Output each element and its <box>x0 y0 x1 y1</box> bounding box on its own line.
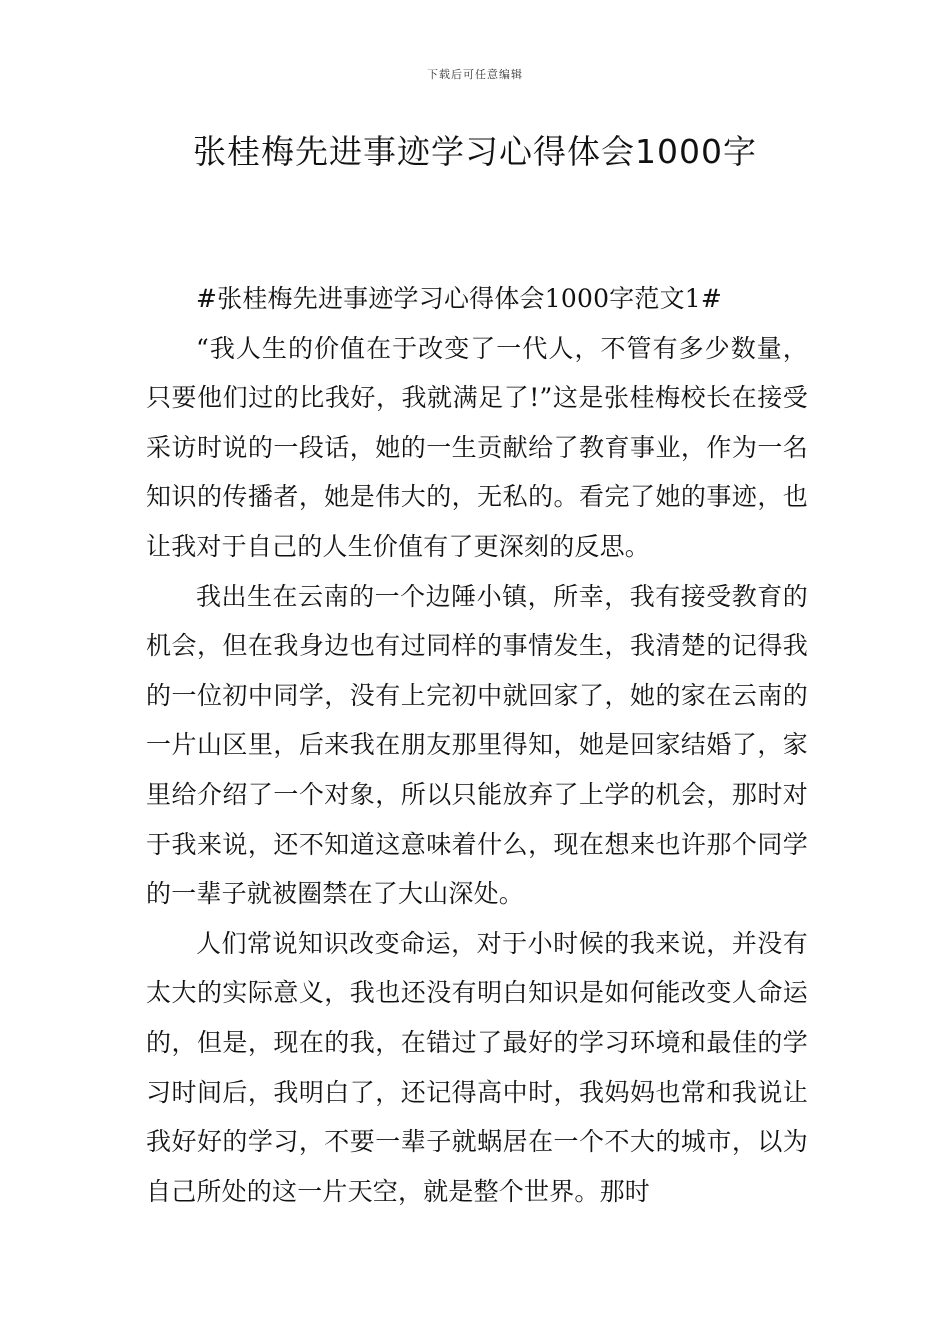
document-title: 张桂梅先进事迹学习心得体会1000字 <box>193 132 757 171</box>
paragraph-1: “我人生的价值在于改变了一代人，不管有多少数量，只要他们过的比我好，我就满足了!”这是张桂梅校长在接受采访时说的一段话，她的一生贡献给了教育事业，作为一名知识的传播者，她是伟大的，无私的。看完了她的事迹，也让我对于自己的人生价值有了更深刻的反思。 <box>146 333 808 561</box>
paragraph-3: 人们常说知识改变命运，对于小时候的我来说，并没有太大的实际意义，我也还没有明白知识是如何能改变人命运的，但是，现在的我，在错过了最好的学习环境和最佳的学习时间后，我明白了，还记得高中时，我妈妈也常和我说让我好好的学习，不要一辈子就蜗居在一个不大的城市，以为自己所处的这一片天空，就是整个世界。那时 <box>146 928 808 1206</box>
document-body <box>146 274 808 1216</box>
paragraph-2: 我出生在云南的一个边陲小镇，所幸，我有接受教育的机会，但在我身边也有过同样的事情发生，我清楚的记得我的一位初中同学，没有上完初中就回家了，她的家在云南的一片山区里，后来我在朋友那里得知，她是回家结婚了，家里给介绍了一个对象，所以只能放弃了上学的机会，那时对于我来说，还不知道这意味着什么，现在想来也许那个同学的一辈子就被圈禁在了大山深处。 <box>146 581 808 909</box>
header-note: 下载后可任意编辑 <box>427 68 523 81</box>
section-heading: #张桂梅先进事迹学习心得体会1000字范文1# <box>196 284 723 313</box>
